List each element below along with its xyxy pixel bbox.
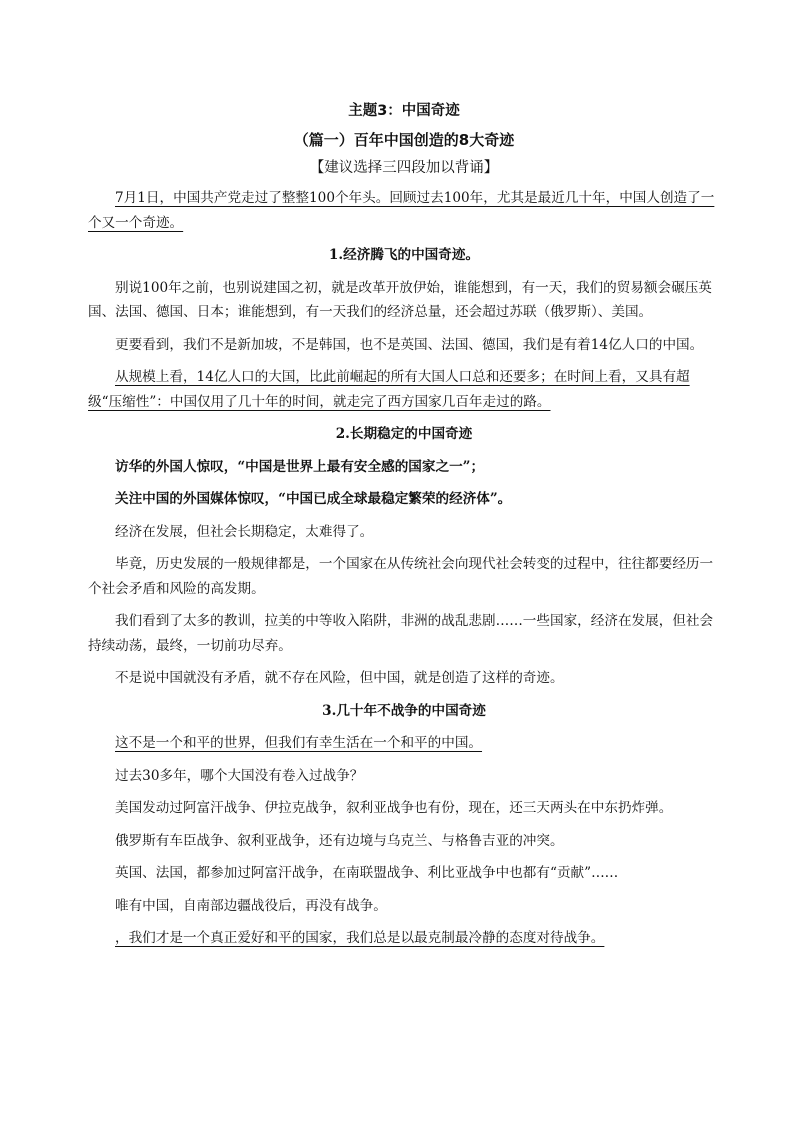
section-2-paragraph-6: 不是说中国就没有矛盾，就不存在风险，但中国，就是创造了这样的奇迹。 — [115, 670, 564, 686]
section-2-paragraph-1: 访华的外国人惊叹，“中国是世界上最有安全感的国家之一”； — [115, 458, 485, 475]
section-heading-3: 3.几十年不战争的中国奇迹 — [322, 702, 486, 719]
section-3-paragraph-5: 英国、法国，都参加过阿富汗战争，在南联盟战争、利比亚战争中也都有“贡献”…… — [115, 865, 619, 881]
section-3-paragraph-2: 过去30多年，哪个大国没有卷入过战争？ — [115, 767, 364, 784]
section-1-paragraph-1: 别说100年之前，也别说建国之初，就是改革开放伊始，谁能想到，有一天，我们的贸易额会碾压英国、法国、德国、日本；谁能想到，有一天我们的经济总量，还会超过苏联（俄罗斯）、美国。 — [88, 279, 712, 320]
section-2-paragraph-4: 毕竟，历史发展的一般规律都是，一个国家在从传统社会向现代社会转变的过程中，往往都要经历一个社会矛盾和风险的高发期。 — [88, 556, 714, 597]
section-3-paragraph-3: 美国发动过阿富汗战争、伊拉克战争，叙利亚战争也有份，现在，还三天两头在中东扔炸弹。 — [115, 800, 673, 816]
section-heading-2: 2.长期稳定的中国奇迹 — [335, 426, 473, 442]
section-2-paragraph-3: 经济在发展，但社会长期稳定，太难得了。 — [115, 523, 374, 540]
section-2-paragraph-5: 我们看到了太多的教训，拉美的中等收入陷阱，非洲的战乱悲剧……一些国家，经济在发展，但社会持续动荡，最终，一切前功尽弃。 — [88, 613, 714, 654]
document-title: 主题3：中国奇迹 — [348, 103, 460, 119]
section-3-paragraph-6: 唯有中国，自南部边疆战役后，再没有战争。 — [115, 897, 387, 914]
document-body — [88, 98, 720, 951]
section-3-paragraph-7: ，我们才是一个真正爱好和平的国家，我们总是以最克制最冷静的态度对待战争。 — [115, 930, 605, 946]
section-3-paragraph-1: 这不是一个和平的世界，但我们有幸生活在一个和平的中国。 — [115, 735, 483, 751]
recitation-note: 【建议选择三四段加以背诵】 — [309, 160, 499, 176]
section-1-paragraph-2: 更要看到，我们不是新加坡，不是韩国，也不是英国、法国、德国，我们是有着14亿人口的中国。 — [115, 336, 704, 353]
section-3-paragraph-4: 俄罗斯有车臣战争、叙利亚战争，还有边境与乌克兰、与格鲁吉亚的冲突。 — [115, 832, 564, 849]
section-1-paragraph-3: 从规模上看，14亿人口的大国，比此前崛起的所有大国人口总和还要多；在时间上看，又具有超级“压缩性”：中国仅用了几十年的时间，就走完了西方国家几百年走过的路。 — [88, 369, 690, 410]
section-2-paragraph-2: 关注中国的外国媒体惊叹，“中国已成全球最稳定繁荣的经济体”。 — [115, 491, 512, 507]
document-subtitle: （篇一）百年中国创造的8大奇迹 — [293, 131, 515, 149]
section-heading-1: 1.经济腾飞的中国奇迹。 — [328, 247, 480, 263]
intro-paragraph: 7月1日，中国共产党走过了整整100个年头。回顾过去100年，尤其是最近几十年，中国人创造了一个又一个奇迹。 — [88, 190, 715, 231]
